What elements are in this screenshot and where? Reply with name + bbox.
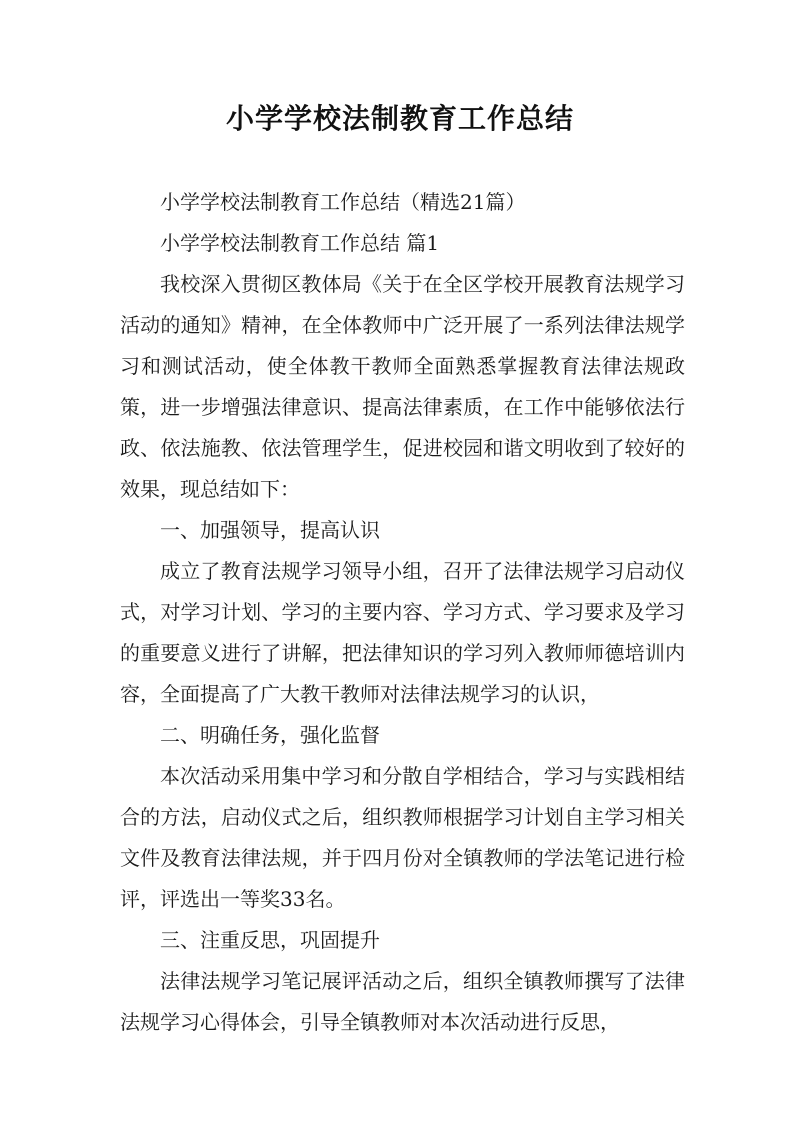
section-heading: 二、明确任务，强化监督: [160, 723, 380, 747]
body-paragraph: 本次活动采用集中学习和分散自学相结合，学习与实践相结合的方法，启动仪式之后，组织教师根据学习计划自主学习相关文件及教育法律法规，并于四月份对全镇教师的学法笔记进行检评，评选出一等奖33名。: [120, 764, 685, 911]
subtitle-paragraph: 小学学校法制教育工作总结（精选21篇）: [160, 190, 526, 214]
document-body: [120, 182, 685, 1043]
body-paragraph: 法律法规学习笔记展评活动之后，组织全镇教师撰写了法律法规学习心得体会，引导全镇教师对本次活动进行反思，: [120, 969, 685, 1034]
body-paragraph: 成立了教育法规学习领导小组，召开了法律法规学习启动仪式，对学习计划、学习的主要内容、学习方式、学习要求及学习的重要意义进行了讲解，把法律知识的学习列入教师师德培训内容，全面提高了广大教干教师对法律法规学习的认识，: [120, 559, 685, 706]
document-title: 小学学校法制教育工作总结: [225, 102, 574, 135]
section-heading: 三、注重反思，巩固提升: [160, 928, 380, 952]
section-heading: 小学学校法制教育工作总结 篇1: [160, 231, 440, 255]
section-heading: 一、加强领导，提高认识: [160, 518, 380, 542]
body-paragraph: 我校深入贯彻区教体局《关于在全区学校开展教育法规学习活动的通知》精神，在全体教师中广泛开展了一系列法律法规学习和测试活动，使全体教干教师全面熟悉掌握教育法律法规政策，进一步增强法律意识、提高法律素质，在工作中能够依法行政、依法施教、依法管理学生，促进校园和谐文明收到了较好的效果，现总结如下：: [120, 272, 685, 501]
